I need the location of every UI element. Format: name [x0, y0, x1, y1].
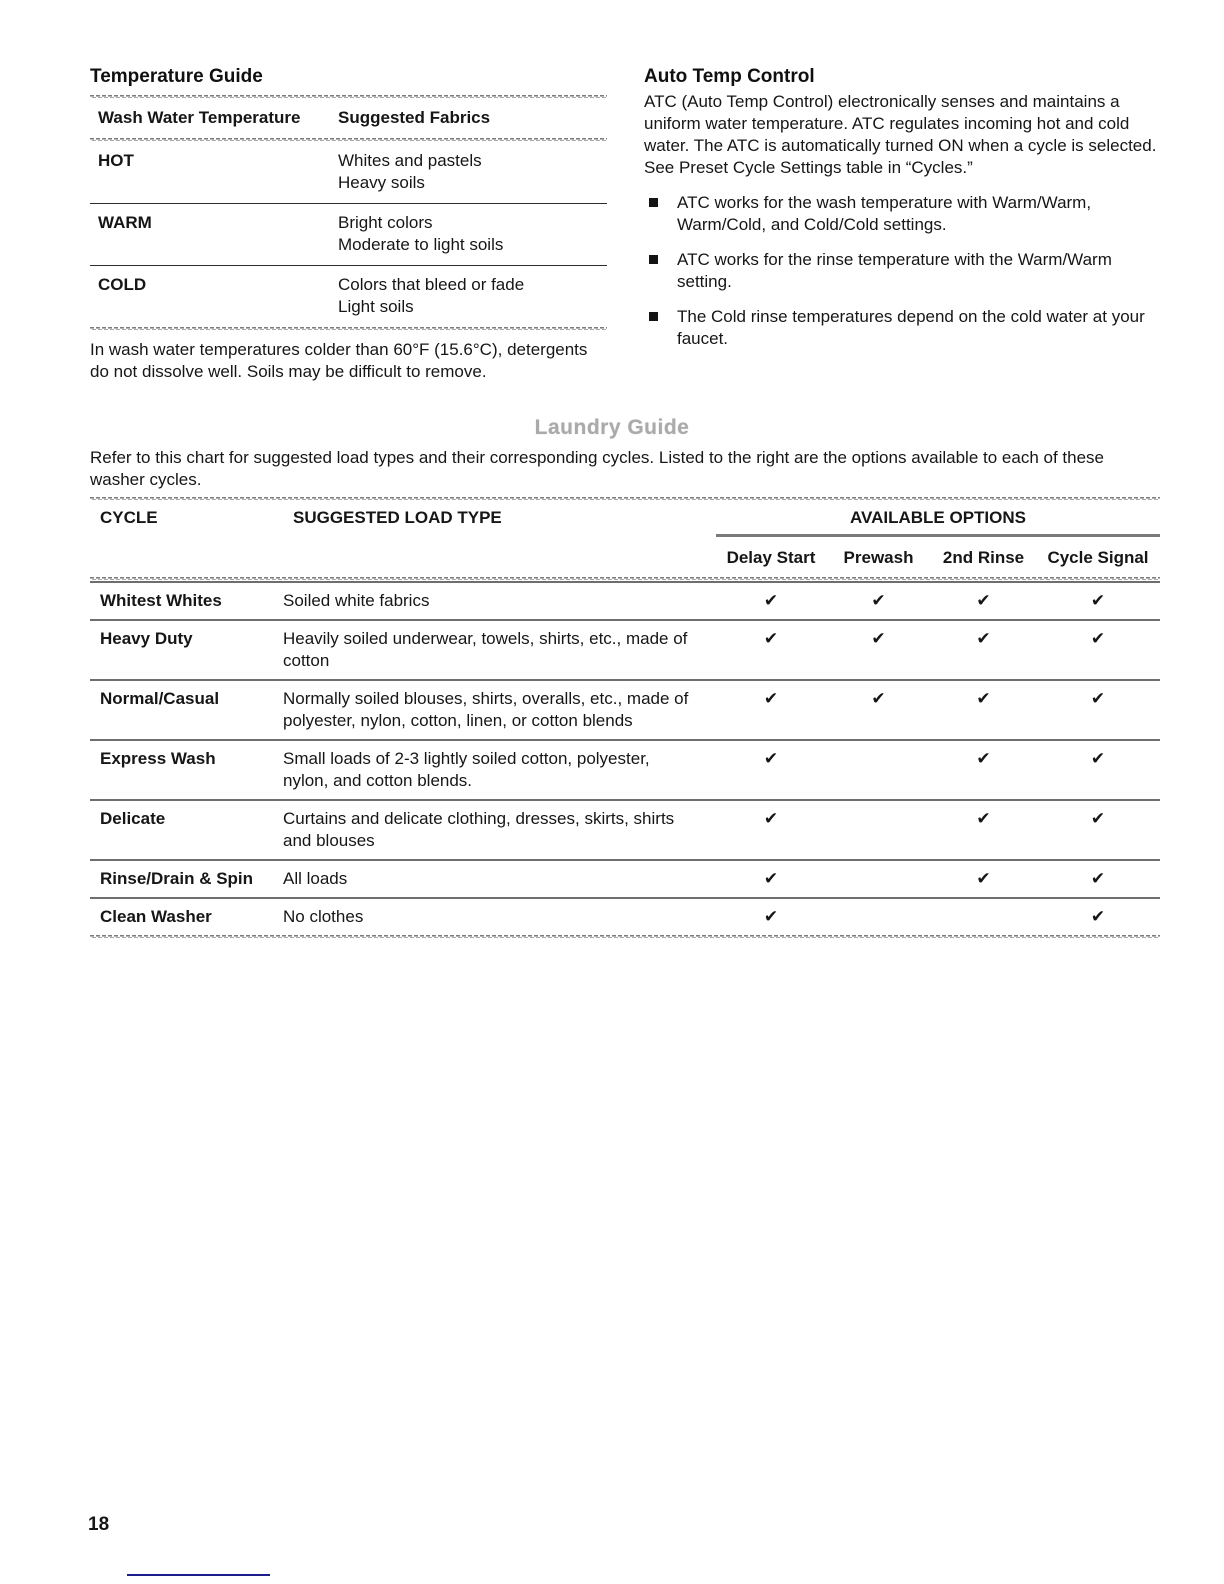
column-header-prewash: Prewash: [843, 548, 914, 567]
temperature-guide-title: Temperature Guide: [90, 66, 263, 87]
load-type: Soiled white fabrics: [283, 591, 430, 610]
check-icon: ✔: [763, 689, 779, 708]
check-icon: ✔: [1090, 749, 1106, 768]
load-type: Curtains and delicate clothing, dresses, skirts, shirts and blouses: [283, 809, 675, 850]
fabrics-line: Bright colors: [338, 213, 433, 232]
check-icon: ✔: [763, 591, 779, 610]
check-icon: ✔: [763, 869, 779, 888]
cycle-name: Whitest Whites: [100, 591, 222, 610]
table-row: [90, 739, 1160, 799]
table-row: [90, 619, 1160, 679]
cycle-name: Clean Washer: [100, 907, 212, 926]
square-bullet-icon: [649, 255, 658, 264]
check-icon: ✔: [1090, 869, 1106, 888]
check-icon: ✔: [763, 749, 779, 768]
divider: [90, 935, 1160, 939]
laundry-guide-title: Laundry Guide: [534, 416, 690, 439]
temp-value: WARM: [98, 213, 152, 232]
fabrics-line: Whites and pastels: [338, 151, 482, 170]
bullet-text: ATC works for the rinse temperature with the Warm/Warm setting.: [677, 250, 1112, 291]
cycle-name: Rinse/Drain & Spin: [100, 869, 254, 888]
table-row: [90, 142, 607, 203]
load-type: Small loads of 2-3 lightly soiled cotton, polyester, nylon, and cotton blends.: [283, 749, 650, 790]
check-icon: ✔: [976, 689, 991, 708]
table-row: [90, 204, 607, 265]
fabrics-line: Heavy soils: [338, 173, 425, 192]
load-type: All loads: [283, 869, 348, 888]
auto-temp-control-title: Auto Temp Control: [644, 66, 815, 87]
column-header-fabrics: Suggested Fabrics: [338, 108, 491, 127]
table-row: [90, 679, 1160, 739]
laundry-guide-intro: Refer to this chart for suggested load types and their corresponding cycles. Listed to the right are the options available to each of these washer cycles.: [90, 448, 1104, 489]
bullet-item: [644, 306, 1161, 350]
laundry-table-header: [90, 501, 1160, 577]
fabrics-value: [338, 150, 607, 194]
check-icon: ✔: [1090, 907, 1106, 926]
load-type: Normally soiled blouses, shirts, overalls, etc., made of polyester, nylon, cotton, linen, or cotton blends: [283, 689, 689, 730]
check-icon: ✔: [976, 629, 991, 648]
check-icon: ✔: [976, 869, 991, 888]
temp-value: HOT: [98, 151, 134, 170]
column-header-load: SUGGESTED LOAD TYPE: [293, 508, 502, 527]
square-bullet-icon: [649, 198, 658, 207]
check-icon: ✔: [1090, 629, 1106, 648]
check-icon: ✔: [1090, 809, 1106, 828]
column-header-temp: Wash Water Temperature: [98, 108, 301, 127]
bullet-text: ATC works for the wash temperature with Warm/Warm, Warm/Cold, and Cold/Cold settings.: [677, 193, 1092, 234]
check-icon: ✔: [871, 591, 886, 610]
temperature-table-header: [90, 99, 607, 138]
square-bullet-icon: [649, 312, 658, 321]
cycle-name: Heavy Duty: [100, 629, 193, 648]
check-icon: ✔: [763, 629, 779, 648]
check-icon: ✔: [871, 689, 886, 708]
table-row: [90, 581, 1160, 619]
fabrics-line: Moderate to light soils: [338, 235, 504, 254]
bullet-text: The Cold rinse temperatures depend on the cold water at your faucet.: [677, 307, 1145, 348]
check-icon: ✔: [976, 749, 991, 768]
cycle-name: Delicate: [100, 809, 166, 828]
divider: [90, 327, 607, 331]
bullet-item: [644, 249, 1161, 293]
table-row: [90, 266, 607, 327]
column-header-cycle-signal: Cycle Signal: [1047, 548, 1149, 567]
temperature-guide-footnote: In wash water temperatures colder than 60°F (15.6°C), detergents do not dissolve well. Soils may be difficult to remove.: [90, 340, 588, 381]
cycle-name: Normal/Casual: [100, 689, 220, 708]
check-icon: ✔: [763, 809, 779, 828]
auto-temp-control-section: [644, 66, 1161, 383]
column-header-cycle: CYCLE: [100, 508, 158, 527]
fabrics-value: [338, 274, 607, 318]
load-type: Heavily soiled underwear, towels, shirts, etc., made of cotton: [283, 629, 688, 670]
top-section: [0, 0, 1224, 383]
temperature-guide-section: [90, 66, 607, 383]
check-icon: ✔: [1090, 689, 1106, 708]
page-number: 18: [88, 1514, 110, 1535]
fabrics-line: Light soils: [338, 297, 414, 316]
fabrics-line: Colors that bleed or fade: [338, 275, 525, 294]
check-icon: ✔: [1090, 591, 1106, 610]
check-icon: ✔: [976, 809, 991, 828]
column-header-delay-start: Delay Start: [726, 548, 816, 567]
footer-rule: [127, 1574, 270, 1576]
cycle-name: Express Wash: [100, 749, 216, 768]
laundry-guide-table: [90, 497, 1160, 939]
fabrics-value: [338, 212, 607, 256]
table-row: [90, 799, 1160, 859]
load-type: No clothes: [283, 907, 364, 926]
auto-temp-control-intro: ATC (Auto Temp Control) electronically senses and maintains a uniform water temperature. ATC regulates incoming hot and cold water. The ATC is automatically turned ON when a cycle is selected. See Preset Cycle Settings table in “Cycles.”: [644, 92, 1157, 177]
temp-value: COLD: [98, 275, 147, 294]
bullet-item: [644, 192, 1161, 236]
check-icon: ✔: [871, 629, 886, 648]
check-icon: ✔: [763, 907, 779, 926]
check-icon: ✔: [976, 591, 991, 610]
table-row: [90, 859, 1160, 897]
column-header-2nd-rinse: 2nd Rinse: [942, 548, 1025, 567]
column-group-available-options: AVAILABLE OPTIONS: [716, 507, 1160, 537]
table-row: [90, 897, 1160, 935]
